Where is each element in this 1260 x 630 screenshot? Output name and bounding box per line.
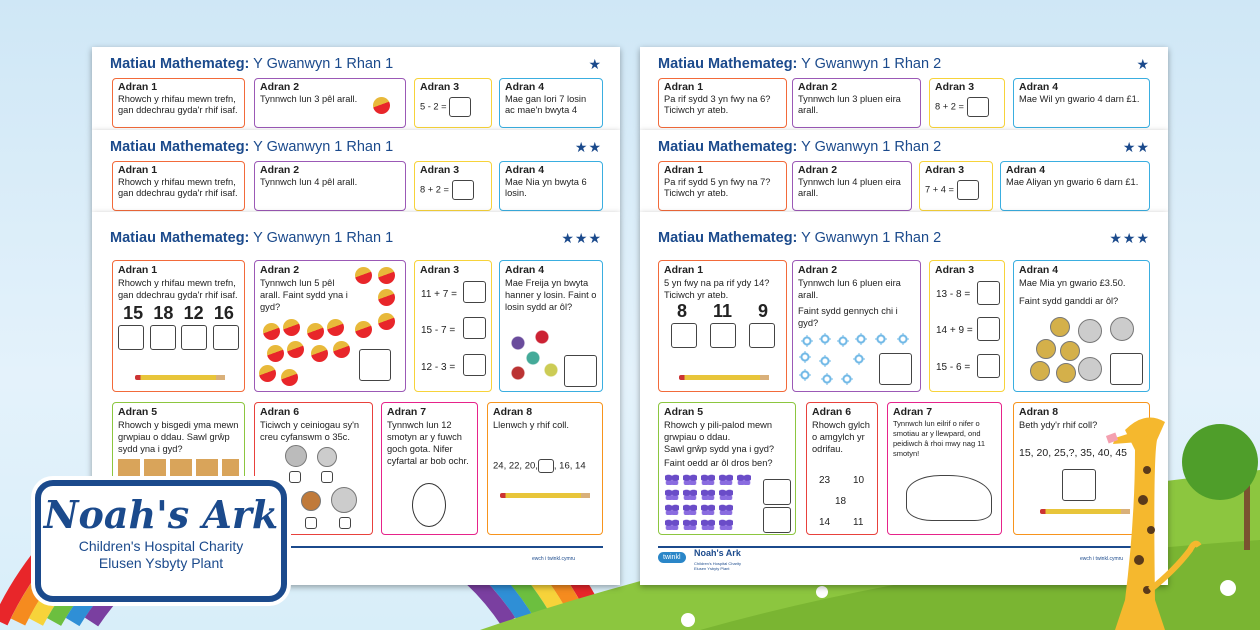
answer-box[interactable] [449,97,471,117]
section-3: Adran 3 13 - 8 = 14 + 9 = 15 - 6 = [929,260,1005,392]
answer-box[interactable] [977,354,1000,378]
sheet-title: Matiau Mathemateg: Y Gwanwyn 1 Rhan 2 [658,139,942,155]
tick-box[interactable] [321,471,333,483]
number: 12 [183,303,204,323]
butterflies-illustration [665,473,757,531]
pencil-icon [135,375,225,380]
tick-box[interactable] [671,323,697,348]
star-rating-icon: ★ [588,56,602,72]
worksheet-right-1star [640,47,1168,130]
50p-coin-icon [1078,319,1102,343]
answer-box[interactable] [463,317,486,339]
section-7: Adran 7 Tynnwch lun eilrif o nifer o smotiau ar y llewpard, ond peidiwch â rhoi mwy nag 11 smotyn! [887,402,1002,535]
footer-link[interactable]: ewch i twinkl.cymru [1080,556,1124,562]
section-2: Adran 2 Tynnwch lun 4 pêl arall. [254,161,406,211]
equation: 13 - 8 = [936,289,971,300]
section-6: Adran 6 Rhowch gylch o amgylch yr odrifau. 23 10 18 14 11 [806,402,878,535]
sheet-title: Matiau Mathemateg: Y Gwanwyn 1 Rhan 2 [658,230,942,246]
section-2: Adran 2 Tynnwch lun 5 pêl arall. Faint sydd yna i gyd? [254,260,406,392]
section-4: Adran 4 Mae Nia yn bwyta 6 losin. [499,161,603,211]
section-8: Adran 8 Llenwch y rhif coll. 24, 22, 20, , 16, 14 [487,402,603,535]
section-2: Adran 2 Tynnwch lun 4 pluen eira arall. [792,161,912,211]
worksheet-right-2star [640,130,1168,212]
tick-box[interactable] [289,471,301,483]
number[interactable]: 18 [835,496,847,507]
section-5: Adran 5 Rhowch y bisgedi yma mewn grwpiau o ddau. Sawl grŵp sydd yna i gyd? [112,402,245,535]
equation: 15 - 7 = [421,325,456,336]
number: 18 [153,303,174,323]
section-3: Adran 3 8 + 2 = [414,161,492,211]
number[interactable]: 14 [819,517,831,528]
answer-box[interactable] [957,180,979,200]
answer-box[interactable] [463,281,486,303]
answer-box[interactable] [463,354,486,376]
section-2: Adran 2 Tynnwch lun 3 pêl arall. [254,78,406,128]
section-4: Adran 4 Mae Aliyan yn gwario 6 darn £1. [1000,161,1150,211]
number[interactable]: 23 [819,475,831,486]
equation: 14 + 9 = [936,325,973,336]
answer-box[interactable] [150,325,176,350]
answer-box[interactable] [1062,469,1096,501]
star-rating-icon: ★★★ [561,230,602,246]
mini-logo-subtitle: Children's Hospital Charity Elusen Ysbyty Plant [694,561,742,571]
section-3: Adran 3 5 - 2 = [414,78,492,128]
equation: 12 - 3 = [421,362,456,373]
star-rating-icon: ★★ [574,139,602,155]
ball-icon [355,267,372,284]
answer-box[interactable] [977,281,1000,305]
answer-box[interactable] [359,349,391,381]
sweets-illustration [506,325,566,385]
section-1: Adran 1 Rhowch y rhifau mewn trefn, gan ddechrau gyda'r rhif isaf. [112,161,245,211]
number: 9 [757,301,768,321]
section-6: Adran 6 Ticiwch y ceiniogau sy'n creu cyfanswm o 35c. [254,402,373,535]
logo-subtitle-cy: Elusen Ysbyty Plant [98,555,224,571]
answer-box[interactable] [181,325,207,350]
number: 8 [676,301,687,321]
number: 11 [712,301,732,321]
section-1: Adran 1 Rhowch y rhifau mewn trefn, gan ddechrau gyda'r rhif isaf. 15 18 12 16 [112,260,245,392]
pencil-icon [679,375,769,380]
equation: 15 - 6 = [936,362,971,373]
mini-noahs-ark-logo: Noah's Ark [694,548,741,558]
number: 16 [213,303,234,323]
giraffe-illustration [1095,400,1215,630]
section-2: Adran 2 Tynnwch lun 3 pluen eira arall. [792,78,921,128]
answer-box[interactable] [763,507,791,533]
section-8: Adran 8 Beth ydy'r rhif coll? 15, 20, 25,?, 35, 40, 45 [1013,402,1150,535]
sheet-title: Matiau Mathemateg: Y Gwanwyn 1 Rhan 2 [658,56,942,72]
number[interactable]: 11 [853,517,864,528]
number-list [118,303,239,323]
sheet-title: Matiau Mathemateg: Y Gwanwyn 1 Rhan 1 [110,56,394,72]
section-3: Adran 3 11 + 7 = 15 - 7 = 12 - 3 = [414,260,492,392]
answer-box[interactable] [967,97,989,117]
answer-box[interactable] [564,355,597,387]
pencil-icon [500,493,590,498]
leopard-outline-illustration [906,475,992,521]
section-1: Adran 1 Pa rif sydd 3 yn fwy na 6? Ticiwch yr ateb. [658,78,787,128]
section-3: Adran 3 8 + 2 = [929,78,1005,128]
tick-box[interactable] [749,323,775,348]
answer-box[interactable] [538,459,554,473]
tick-box[interactable] [305,517,317,529]
tick-box[interactable] [339,517,351,529]
section-4: Adran 4 Mae Mia yn gwario £3.50. Faint sydd ganddi ar ôl? [1013,260,1150,392]
section-2: Adran 2 Tynnwch lun 6 pluen eira arall. Faint sydd gennych chi i gyd? [792,260,921,392]
section-4: Adran 4 Mae gan Iori 7 losin ac mae'n bwyta 4 [499,78,603,128]
section-4: Adran 4 Mae Freija yn bwyta hanner y losin. Faint o losin sydd ar ôl? [499,260,603,392]
answer-box[interactable] [1110,353,1143,385]
ball-icon [373,97,390,114]
twinkl-logo: twinkl [658,552,686,563]
section-1: Adran 1 5 yn fwy na pa rif ydy 14? Ticiwch yr ateb. 8 11 9 [658,260,787,392]
answer-box[interactable] [977,317,1000,341]
sheet-title: Matiau Mathemateg: Y Gwanwyn 1 Rhan 1 [110,139,394,155]
footer-link[interactable]: ewch i twinkl.cymru [532,556,576,562]
star-rating-icon: ★★ [1122,139,1150,155]
answer-box[interactable] [118,325,144,350]
section-7: Adran 7 Tynnwch lun 12 smotyn ar y fuwch goch gota. Nifer cyfartal ar bob ochr. [381,402,478,535]
star-rating-icon: ★ [1136,56,1150,72]
answer-box[interactable] [213,325,239,350]
answer-box[interactable] [879,353,912,385]
coin-icon [285,445,307,467]
number: 15 [123,303,144,323]
section-3: Adran 3 7 + 4 = [919,161,993,211]
section-4: Adran 4 Mae Wil yn gwario 4 darn £1. [1013,78,1150,128]
worksheet-left-1star [92,47,620,130]
number[interactable]: 10 [853,475,865,486]
equation: 11 + 7 = [421,289,457,300]
answer-box[interactable] [763,479,791,505]
tick-box[interactable] [710,323,736,348]
worksheet-left-2star [92,130,620,212]
answer-box[interactable] [452,180,474,200]
logo-name: Noah's Ark [43,492,279,537]
worksheet-right-3star [640,212,1168,585]
star-rating-icon: ★★★ [1109,230,1150,246]
pound-coin-icon [1050,317,1070,337]
sheet-title: Matiau Mathemateg: Y Gwanwyn 1 Rhan 1 [110,230,394,246]
section-1: Adran 1 Rhowch y rhifau mewn trefn, gan ddechrau gyda'r rhif isaf. [112,78,245,128]
section-5: Adran 5 Rhowch y pili-palod mewn grwpiau o ddau. Sawl grŵp sydd yna i gyd? Faint oedd ar ôl dros ben? [658,402,796,535]
section-1: Adran 1 Pa rif sydd 5 yn fwy na 7? Ticiwch yr ateb. [658,161,787,211]
flower-icon [1220,580,1236,596]
ladybird-outline-illustration [412,483,446,527]
logo-subtitle-en: Children's Hospital Charity [78,538,244,554]
snowflake-icon [801,335,813,347]
noahs-ark-logo [35,480,287,602]
